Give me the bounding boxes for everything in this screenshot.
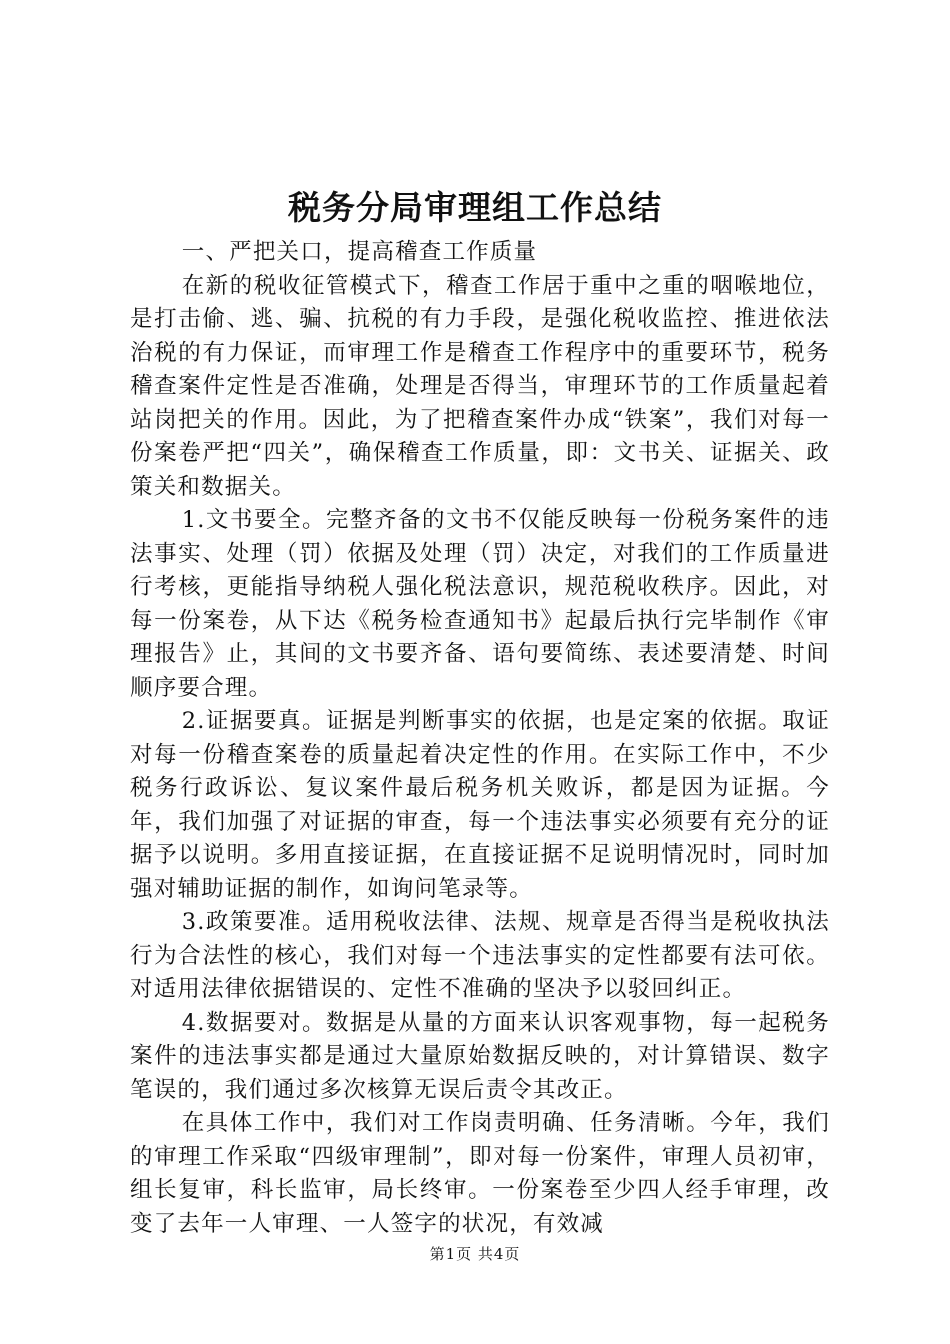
- page-number-footer: 第1页 共4页: [429, 1245, 521, 1263]
- paragraph-policy: 3.政策要准。适用税收法律、法规、规章是否得当是税收执法行为合法性的核心，我们对每一个违法事实的定性都要有法可依。对适用法律依据错误的、定性不准确的坚决予以驳回纠正。: [130, 909, 830, 1002]
- paragraph-work: 在具体工作中，我们对工作岗责明确、任务清晰。今年，我们的审理工作采取“四级审理制”，即对每一份案件，审理人员初审，组长复审，科长监审，局长终审。一份案卷至少四人经手审理，改变了去年一人审理、一人签字的状况，有效减: [130, 1110, 830, 1237]
- document-title: 税务分局审理组工作总结: [288, 188, 662, 227]
- paragraph-data: 4.数据要对。数据是从量的方面来认识客观事物，每一起税务案件的违法事实都是通过大量原始数据反映的，对计算错误、数字笔误的，我们通过多次核算无误后责令其改正。: [130, 1009, 830, 1103]
- paragraph-documents: 1.文书要全。完整齐备的文书不仅能反映每一份税务案件的违法事实、处理（罚）依据及处理（罚）决定，对我们的工作质量进行考核，更能指导纳税人强化税法意识，规范税收秩序。因此，对每一份案卷，从下达《税务检查通知书》起最后执行完毕制作《审理报告》止，其间的文书要齐备、语句要简练、表述要清楚、时间顺序要合理。: [130, 507, 830, 701]
- section-heading: 一、严把关口，提高稽查工作质量: [181, 239, 538, 265]
- paragraph-evidence: 2.证据要真。证据是判断事实的依据，也是定案的依据。取证对每一份稽查案卷的质量起着决定性的作用。在实际工作中，不少税务行政诉讼、复议案件最后税务机关败诉，都是因为证据。今年，我们加强了对证据的审查，每一个违法事实必须要有充分的证据予以说明。多用直接证据，在直接证据不足说明情况时，同时加强对辅助证据的制作，如询问笔录等。: [130, 708, 830, 902]
- document-body: [130, 236, 830, 1241]
- paragraph-intro: 在新的税收征管模式下，稽查工作居于重中之重的咽喉地位，是打击偷、逃、骗、抗税的有力手段，是强化税收监控、推进依法治税的有力保证，而审理工作是稽查工作程序中的重要环节，税务稽查案件定性是否准确，处理是否得当，审理环节的工作质量起着站岗把关的作用。因此，为了把稽查案件办成“铁案”，我们对每一份案卷严把“四关”，确保稽查工作质量，即：文书关、证据关、政策关和数据关。: [130, 272, 830, 500]
